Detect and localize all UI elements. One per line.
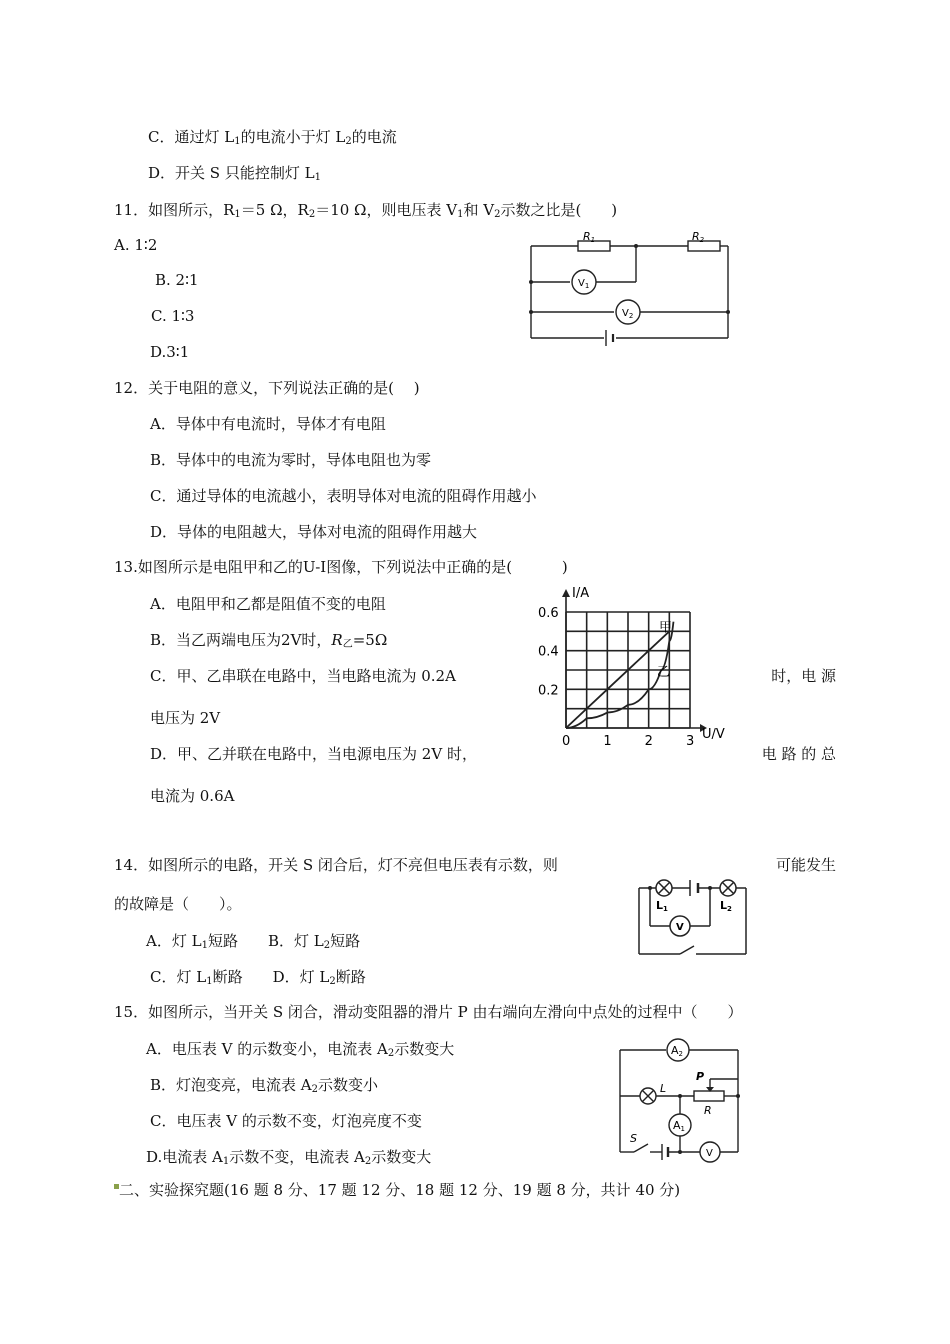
q11-circuit-figure bbox=[528, 230, 733, 345]
q13-option-b: B．当乙两端电压为2V时，$R_乙=5\Omega$ bbox=[150, 631, 388, 650]
svg-text:V2: $V_2$ bbox=[622, 308, 634, 320]
q13-ui-graph bbox=[530, 585, 730, 755]
q14-stem-line2: 的故障是（ ）。 bbox=[114, 895, 242, 913]
x-tick-label: 3 bbox=[686, 734, 695, 749]
q13-option-a: A．电阻甲和乙都是阻值不变的电阻 bbox=[150, 595, 386, 613]
q14-circuit-figure bbox=[636, 874, 751, 959]
q14-stem-right: 可能发生 bbox=[775, 856, 836, 874]
svg-text:L2: L2 bbox=[720, 899, 732, 913]
q15-option-d: D.电流表 $A_1$示数不变，电流表 $A_2$示数变大 bbox=[146, 1148, 432, 1167]
series-label-jia: 甲 bbox=[659, 620, 673, 636]
q15-option-b: B．灯泡变亮，电流表 $A_2$示数变小 bbox=[150, 1076, 379, 1095]
q13-stem: 13.如图所示是电阻甲和乙的U-I图像，下列说法中正确的是( ) bbox=[114, 558, 568, 576]
q13-option-c-line2: 电压为 2V bbox=[150, 709, 221, 727]
q14-options-cd: C．灯 $L_1$断路 D．灯 $L_2$断路 bbox=[150, 968, 366, 987]
q13-option-c-line1: C．甲、乙串联在电路中，当电路电流为 0.2A bbox=[150, 667, 456, 685]
svg-text:L1: L1 bbox=[656, 899, 668, 913]
x-tick-label: 1 bbox=[603, 734, 612, 749]
switch-s bbox=[680, 946, 694, 954]
rheostat-r bbox=[694, 1091, 724, 1101]
svg-text:P: P bbox=[696, 1070, 705, 1083]
svg-text:R: R bbox=[704, 1104, 712, 1117]
svg-text:A1: A1 bbox=[673, 1119, 685, 1133]
q15-stem: 15．如图所示，当开关 S 闭合，滑动变阻器的滑片 P 由右端向左滑向中点处的过程中（ ） bbox=[114, 1003, 743, 1021]
y-tick-label: 0.6 bbox=[538, 606, 559, 621]
x-tick-label: 2 bbox=[644, 734, 653, 749]
svg-text:L: L bbox=[660, 1082, 667, 1095]
q13-option-c-right: 时，电 源 bbox=[771, 667, 836, 685]
q11-stem: 11．如图所示，$R_1=5$ Ω，$R_2=10$ Ω，则电压表 $V_1$和 $V_2$示数之比是( ) bbox=[114, 201, 618, 220]
q14-options-ab: A．灯 $L_1$短路 B．灯 $L_2$短路 bbox=[146, 932, 361, 951]
q13-option-d-line2: 电流为 0.6A bbox=[150, 787, 235, 805]
series-label-yi: 乙 bbox=[656, 664, 670, 680]
q15-option-a: A．电压表 V 的示数变小，电流表 $A_2$示数变大 bbox=[146, 1040, 455, 1059]
q11-option-c: C. 1∶3 bbox=[151, 307, 195, 325]
x-axis-label: U/V bbox=[702, 727, 725, 742]
q12-option-a: A．导体中有电流时，导体才有电阻 bbox=[150, 415, 386, 433]
q12-stem: 12．关于电阻的意义，下列说法正确的是( ) bbox=[114, 379, 420, 397]
section-2-heading: 二、实验探究题(16 题 8 分、17 题 12 分、18 题 12 分、19 题 8 分，共计 40 分) bbox=[119, 1181, 681, 1199]
y-axis-arrow bbox=[562, 589, 570, 597]
q15-option-c: C．电压表 V 的示数不变，灯泡亮度不变 bbox=[150, 1112, 422, 1130]
q15-circuit-figure bbox=[616, 1036, 746, 1164]
x-tick-label: 0 bbox=[562, 734, 571, 749]
y-tick-label: 0.4 bbox=[538, 644, 559, 660]
q11-option-d: D.3∶1 bbox=[150, 343, 190, 361]
svg-text:V: V bbox=[676, 922, 684, 933]
q11-option-b: B. 2∶1 bbox=[155, 271, 199, 289]
q14-stem-line1: 14．如图所示的电路，开关 S 闭合后，灯不亮但电压表有示数，则 bbox=[114, 856, 558, 874]
y-tick-label: 0.2 bbox=[538, 683, 559, 699]
q11-option-a: A. 1∶2 bbox=[114, 236, 158, 254]
q10-option-d: D．开关 S 只能控制灯 $L_1$ bbox=[148, 164, 321, 183]
svg-text:V: V bbox=[706, 1148, 713, 1159]
q13-option-d-line1: D．甲、乙并联在电路中，当电源电压为 2V 时， bbox=[150, 745, 477, 763]
q12-option-c: C．通过导体的电流越小，表明导体对电流的阻碍作用越小 bbox=[150, 487, 537, 505]
svg-text:A2: A2 bbox=[671, 1044, 683, 1058]
switch-s bbox=[634, 1144, 648, 1152]
series-jia-line bbox=[566, 631, 669, 728]
svg-text:R2: R2 bbox=[692, 230, 705, 244]
svg-text:V1: $V_1$ bbox=[578, 278, 590, 290]
q12-option-b: B．导体中的电流为零时，导体电阻也为零 bbox=[150, 451, 432, 469]
y-axis-label: I/A bbox=[572, 586, 590, 601]
q10-option-c: C．通过灯 $L_1$的电流小于灯 $L_2$的电流 bbox=[148, 128, 397, 147]
q12-option-d: D．导体的电阻越大，导体对电流的阻碍作用越大 bbox=[150, 523, 478, 541]
svg-text:S: S bbox=[630, 1132, 637, 1145]
svg-text:R1: R1 bbox=[583, 230, 596, 244]
q13-option-d-right: 电 路 的 总 bbox=[761, 745, 836, 763]
